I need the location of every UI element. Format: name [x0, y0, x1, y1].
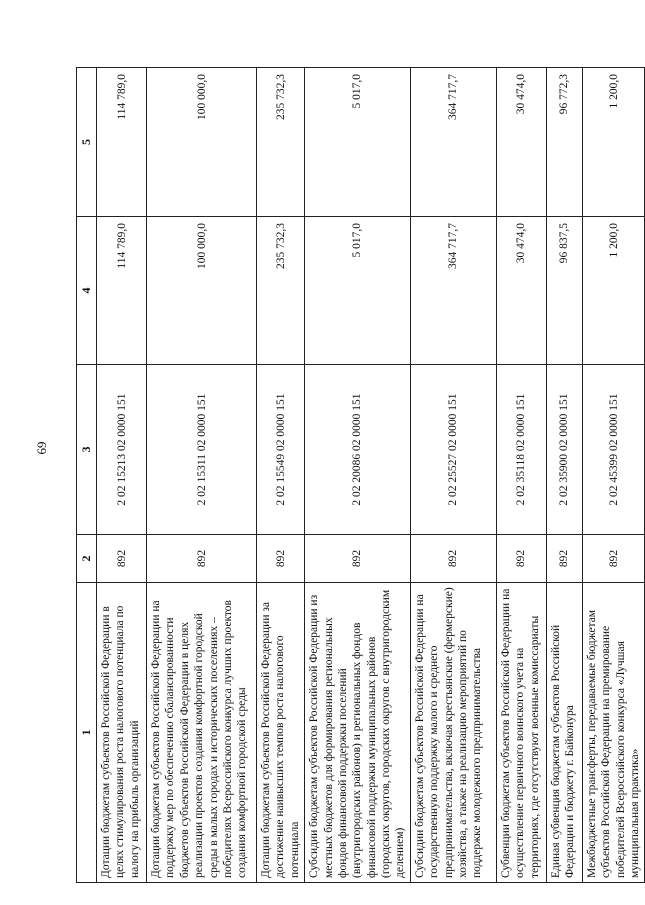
- column-header-1: 1: [77, 583, 97, 883]
- row-name: Субвенции бюджетам субъектов Российской Федерации на осуществление первичного воинского учета на территориях, где отсутствуют военные комиссариаты: [496, 583, 546, 883]
- row-sum-1: 100 000,0: [147, 217, 257, 365]
- column-header-3: 3: [77, 365, 97, 535]
- row-name: Субсидии бюджетам субъектов Российской Федерации на государственную поддержку малого и среднего предпринимательства, включая крестьянские (фермерские) хозяйства, а также на реализацию мероприятий по поддержке молодежного предпринимательства: [410, 583, 496, 883]
- table-row: [97, 68, 147, 883]
- row-sum-1: 96 837,5: [546, 217, 582, 365]
- row-sum-1: 5 017,0: [305, 217, 411, 365]
- row-name: Межбюджетные трансферты, передаваемые бюджетам субъектов Российской Федерации на премирование победителей Всероссийского конкурса «Лучшая муниципальная практика»: [582, 583, 645, 883]
- row-budget-code: 2 02 15549 02 0000 151: [257, 365, 305, 535]
- column-header-2: 2: [77, 535, 97, 583]
- row-name: Единая субвенция бюджетам субъектов Российской Федерации и бюджету г. Байконура: [546, 583, 582, 883]
- row-budget-code: 2 02 35118 02 0000 151: [496, 365, 546, 535]
- row-sum-1: 30 474,0: [496, 217, 546, 365]
- row-admin-code: 892: [496, 535, 546, 583]
- column-header-5: 5: [77, 68, 97, 217]
- row-sum-2: 235 732,3: [257, 68, 305, 217]
- row-sum-1: 114 789,0: [97, 217, 147, 365]
- row-admin-code: 892: [410, 535, 496, 583]
- table-row: [582, 68, 645, 883]
- table-row: [496, 68, 546, 883]
- row-sum-2: 5 017,0: [305, 68, 411, 217]
- row-sum-2: 100 000,0: [147, 68, 257, 217]
- row-name: Субсидии бюджетам субъектов Российской Федерации из местных бюджетов для формирования региональных фондов финансовой поддержки поселений (внутригородских районов) и региональных фондов финансовой поддержки муниципальных районов (городских округов, городских округов с внутригородским делением): [305, 583, 411, 883]
- row-budget-code: 2 02 35900 02 0000 151: [546, 365, 582, 535]
- row-sum-1: 1 200,0: [582, 217, 645, 365]
- table-row: [257, 68, 305, 883]
- row-name: Дотации бюджетам субъектов Российской Федерации за достижение наивысших темпов роста налогового потенциала: [257, 583, 305, 883]
- table-row: [147, 68, 257, 883]
- row-sum-2: 364 717,7: [410, 68, 496, 217]
- row-admin-code: 892: [147, 535, 257, 583]
- row-name: Дотации бюджетам субъектов Российской Федерации в целях стимулирования роста налогового потенциала по налогу на прибыль организаций: [97, 583, 147, 883]
- table-viewport: [76, 68, 641, 883]
- table-row: [410, 68, 496, 883]
- row-sum-1: 235 732,3: [257, 217, 305, 365]
- table-row: [546, 68, 582, 883]
- row-admin-code: 892: [257, 535, 305, 583]
- row-sum-2: 96 772,3: [546, 68, 582, 217]
- page-number: 69: [34, 441, 49, 455]
- row-budget-code: 2 02 25527 02 0000 151: [410, 365, 496, 535]
- table-header-row: [77, 68, 97, 883]
- table-row: [305, 68, 411, 883]
- row-name: Дотации бюджетам субъектов Российской Федерации на поддержку мер по обеспечению сбалансированности бюджетов субъектов Российской Федерации в целях реализации проектов создания комфортной городской среды в малых городах и исторических поселениях – победителях Всероссийского конкурса лучших проектов создания комфортной городской среды: [147, 583, 257, 883]
- rotated-table-container: [76, 68, 641, 883]
- row-admin-code: 892: [546, 535, 582, 583]
- column-header-4: 4: [77, 217, 97, 365]
- row-sum-1: 364 717,7: [410, 217, 496, 365]
- row-sum-2: 30 474,0: [496, 68, 546, 217]
- row-admin-code: 892: [97, 535, 147, 583]
- row-budget-code: 2 02 15311 02 0000 151: [147, 365, 257, 535]
- row-sum-2: 1 200,0: [582, 68, 645, 217]
- row-admin-code: 892: [582, 535, 645, 583]
- row-sum-2: 114 789,0: [97, 68, 147, 217]
- row-budget-code: 2 02 15213 02 0000 151: [97, 365, 147, 535]
- row-budget-code: 2 02 20086 02 0000 151: [305, 365, 411, 535]
- transfers-table: [76, 67, 645, 883]
- row-admin-code: 892: [305, 535, 411, 583]
- row-budget-code: 2 02 45399 02 0000 151: [582, 365, 645, 535]
